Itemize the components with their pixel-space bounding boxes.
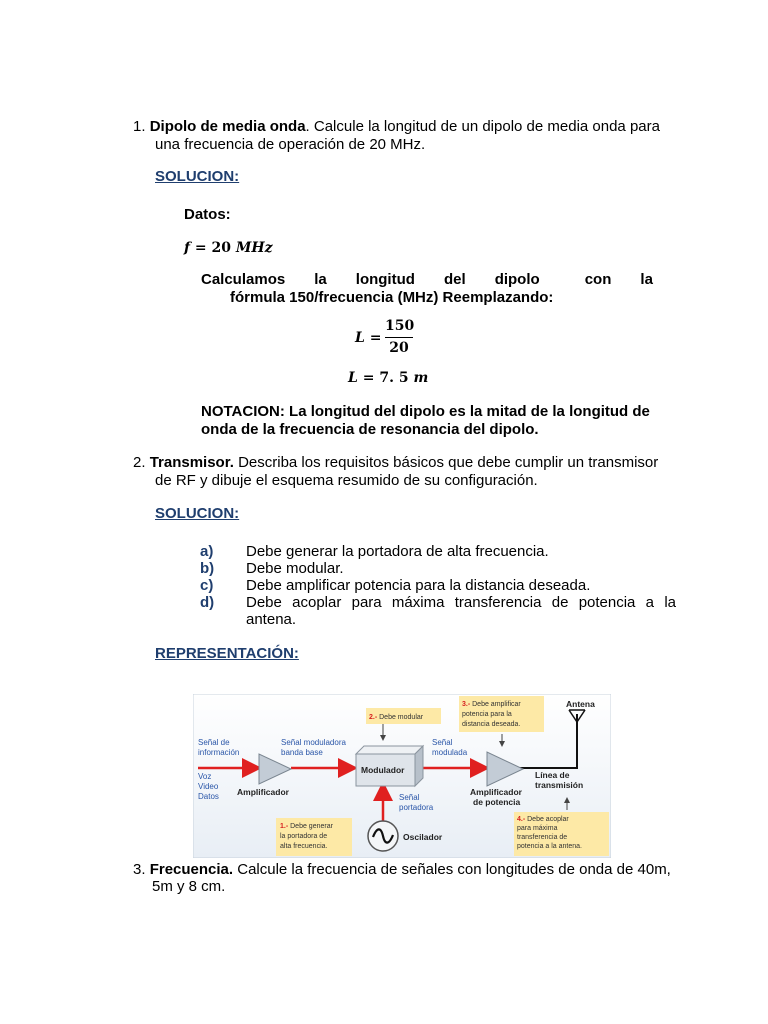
list-item-d-line2: antena. <box>246 611 297 628</box>
label-modulador: Modulador <box>361 765 405 775</box>
q2-line1 <box>133 454 658 471</box>
label-senal-moduladora-2: banda base <box>281 748 323 757</box>
note3-text-2: potencia para la <box>462 711 512 718</box>
q2-text-2: de RF y dibuje el esquema resumido de su configuración. <box>155 472 538 489</box>
q3-text-2: 5m y 8 cm. <box>152 878 226 895</box>
label-senal-modulada-1: Señal <box>432 738 453 747</box>
note3-text-1: 3.- Debe amplificar <box>462 701 521 708</box>
label-senal-portadora-1: Señal <box>399 793 420 802</box>
note1-text-2: la portadora de <box>280 833 328 840</box>
note1-text-1: 1.- Debe generar <box>280 823 333 830</box>
modulator-top <box>356 746 423 754</box>
formula-f: f = 20 MHz <box>184 240 273 256</box>
q3-number: 3. <box>133 861 146 878</box>
q1-text-1: . Calcule la longitud de un dipolo de media onda para <box>305 118 660 135</box>
q1-text-2: una frecuencia de operación de 20 MHz. <box>155 136 426 153</box>
label-senal-portadora-2: portadora <box>399 803 434 812</box>
label-antena: Antena <box>566 699 595 709</box>
transmitter-block-diagram <box>193 694 611 858</box>
list-letter-d: d) <box>200 594 215 611</box>
q2-text-1: Describa los requisitos básicos que debe cumplir un transmisor <box>233 454 659 471</box>
label-linea-1: Línea de <box>535 770 570 780</box>
label-voz: Voz <box>198 772 212 781</box>
list-item-a: Debe generar la portadora de alta frecuencia. <box>246 543 549 560</box>
datos-label: Datos: <box>184 206 231 223</box>
fraction-numerator: 150 <box>385 318 415 334</box>
label-senal-modulada-2: modulada <box>432 748 468 757</box>
calc-line1: Calculamos la longitud del dipolo con la <box>201 271 653 288</box>
label-senal-moduladora-1: Señal moduladora <box>281 738 346 747</box>
note4-text-3: transferencia de <box>517 834 568 841</box>
list-letter-b: b) <box>200 560 215 577</box>
q1-solucion-heading: SOLUCION: <box>155 168 240 185</box>
note4-text-4: potencia a la antena. <box>517 843 582 850</box>
list-letter-c: c) <box>200 577 214 594</box>
notacion-line2: onda de la frecuencia de resonancia del dipolo. <box>201 421 539 438</box>
q1-number: 1. <box>133 118 146 135</box>
notacion-line1: NOTACION: La longitud del dipolo es la mitad de la longitud de <box>201 403 650 420</box>
fraction-denominator: 20 <box>389 340 409 356</box>
list-item-c: Debe amplificar potencia para la distancia deseada. <box>246 577 591 594</box>
formula-L-result: L = 7. 5 m <box>348 370 429 386</box>
list-item-b: Debe modular. <box>246 560 344 577</box>
representacion-heading: REPRESENTACIÓN: <box>155 645 299 662</box>
label-oscilador: Oscilador <box>403 832 443 842</box>
label-amplificador: Amplificador <box>237 787 289 797</box>
list-item-d-line1: Debe acoplar para máxima transferencia de potencia a la <box>246 594 676 611</box>
q2-title: Transmisor. <box>149 454 234 471</box>
note2-text: 2.- Debe modular <box>369 714 424 721</box>
q1-title: Dipolo de media onda <box>149 118 306 135</box>
note4-text-1: 4.- Debe acoplar <box>517 816 569 823</box>
note3-text-3: distancia deseada. <box>462 721 521 728</box>
label-senal-info-2: información <box>198 748 240 757</box>
label-datos: Datos <box>198 792 219 801</box>
calc-line2: fórmula 150/frecuencia (MHz) Reemplazando: <box>230 289 554 306</box>
list-letter-a: a) <box>200 543 214 560</box>
q1-line1 <box>133 118 660 135</box>
q3-text-1: Calcule la frecuencia de señales con longitudes de onda de 40m, <box>233 861 671 878</box>
label-amp-potencia-2: de potencia <box>473 797 521 807</box>
formula-L-var: L = <box>355 330 382 346</box>
q3-title: Frecuencia. <box>149 861 234 878</box>
q2-number: 2. <box>133 454 146 471</box>
q3-line1 <box>133 861 671 878</box>
label-amp-potencia-1: Amplificador <box>470 787 522 797</box>
label-linea-2: transmisión <box>535 780 584 790</box>
label-video: Video <box>198 782 219 791</box>
note1-text-3: alta frecuencia. <box>280 843 328 850</box>
fraction-bar <box>385 337 413 338</box>
note4-text-2: para máxima <box>517 825 558 832</box>
q2-solucion-heading: SOLUCION: <box>155 505 240 522</box>
label-senal-info-1: Señal de <box>198 738 230 747</box>
